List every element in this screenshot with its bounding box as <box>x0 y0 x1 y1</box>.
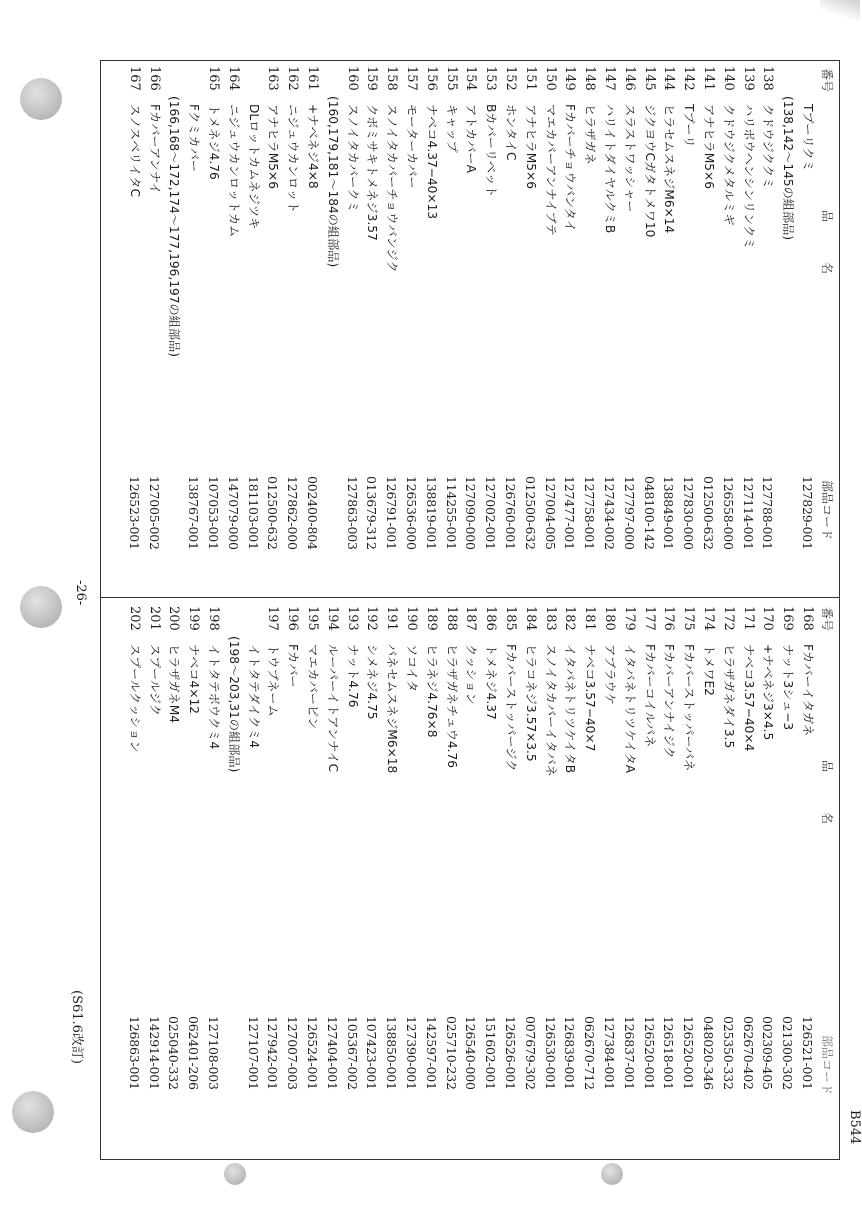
part-number: 176 <box>661 606 677 631</box>
table-row <box>720 600 737 1130</box>
part-name: ハリボウヘンシンリンクミ <box>741 104 756 250</box>
part-number: 196 <box>285 606 301 631</box>
part-code: 012500-632 <box>265 476 281 550</box>
table-row <box>542 600 559 1130</box>
part-number: 184 <box>522 606 538 631</box>
table-row <box>779 60 796 590</box>
part-name: スプールジク <box>147 644 162 716</box>
part-name: Tプーリ <box>682 104 697 148</box>
part-code: 147079-000 <box>225 476 241 550</box>
part-code: 127002-001 <box>483 476 499 550</box>
part-number: 183 <box>542 606 558 631</box>
part-code: 126530-001 <box>542 1016 558 1090</box>
part-number: 192 <box>364 606 380 631</box>
part-code: 012500-632 <box>522 476 538 550</box>
table-row <box>205 60 222 590</box>
part-number: 139 <box>740 66 756 91</box>
part-code: 126540-000 <box>463 1016 479 1090</box>
part-number: 188 <box>443 606 459 631</box>
table-row <box>165 60 182 590</box>
part-name: ナベコ3.57−40×4 <box>741 644 756 752</box>
part-name: キャップ <box>444 104 459 153</box>
part-number: 165 <box>206 66 221 91</box>
part-code: 127090-000 <box>463 476 479 550</box>
part-number: 179 <box>621 606 637 631</box>
left-header-code: 部品コード <box>820 480 834 541</box>
part-number: 175 <box>681 606 697 631</box>
part-number: 197 <box>265 606 281 631</box>
part-code: 126524-001 <box>305 1016 320 1090</box>
part-code: 025710-232 <box>443 1016 459 1090</box>
part-code: 126791-001 <box>384 476 400 550</box>
part-name: マエカバーアンナイブテ <box>543 104 558 236</box>
part-number: 163 <box>265 66 281 91</box>
part-number: 195 <box>305 606 320 631</box>
part-number: 159 <box>364 66 380 91</box>
part-code: 127797-000 <box>621 476 637 550</box>
part-number: 146 <box>621 66 637 91</box>
table-row <box>680 60 697 590</box>
table-row <box>146 60 163 590</box>
part-code: 126863-001 <box>126 1016 142 1090</box>
table-row <box>423 600 440 1130</box>
table-row <box>482 600 499 1130</box>
part-code: 062401-206 <box>186 1016 202 1090</box>
part-code: 127942-001 <box>265 1016 281 1090</box>
table-row <box>264 60 281 590</box>
part-name: Fカバーアンナイ <box>147 104 162 195</box>
part-name: ヒラザガネチュウ4.76 <box>444 644 459 769</box>
part-name: Fカバーストッパージク <box>504 644 518 772</box>
part-name: ヒラコネジ3.57×3.5 <box>523 644 538 762</box>
part-name: トメワE2 <box>702 644 716 696</box>
part-name: Fカバーチョウバンタイ <box>563 104 578 232</box>
part-number: 185 <box>503 606 518 631</box>
part-name: スノスベリイタC <box>127 104 142 197</box>
table-row <box>185 600 202 1130</box>
part-name: アナヒラM5×6 <box>702 104 716 189</box>
table-row <box>522 60 539 590</box>
part-number: 167 <box>126 66 142 91</box>
table-row <box>720 60 737 590</box>
part-number: 140 <box>720 66 736 91</box>
part-number: 199 <box>186 606 202 631</box>
part-code: 127404-001 <box>324 1016 340 1090</box>
part-number: 160 <box>344 66 360 91</box>
part-number: 172 <box>720 606 736 631</box>
part-name: アナヒラM5×6 <box>523 104 538 189</box>
part-code: 048100-142 <box>641 476 657 550</box>
part-name: イトタテダイクミ4 <box>246 644 261 749</box>
part-code: 126521-001 <box>800 1016 815 1090</box>
part-number: 177 <box>641 606 657 631</box>
table-row <box>522 600 539 1130</box>
part-code: 126518-001 <box>661 1016 677 1090</box>
table-row <box>284 600 301 1130</box>
part-code: 127477-001 <box>562 476 578 550</box>
part-number: 200 <box>166 606 182 631</box>
part-name: ハリイトダイヤルクミB <box>603 104 617 234</box>
table-row <box>225 60 242 590</box>
part-code: 127758-001 <box>582 476 598 550</box>
part-code: 062670-712 <box>582 1016 598 1090</box>
table-row <box>779 600 796 1130</box>
table-row <box>641 600 658 1130</box>
part-code: 126536-000 <box>404 476 419 550</box>
part-code: 142597-001 <box>423 1016 439 1090</box>
part-code: 138849-001 <box>661 476 677 550</box>
part-number: 189 <box>423 606 439 631</box>
page-corner-shadow <box>820 0 860 20</box>
table-row <box>126 600 143 1130</box>
table-row <box>363 60 380 590</box>
table-row <box>443 60 460 590</box>
part-number: 186 <box>483 606 499 631</box>
table-row <box>462 60 479 590</box>
part-name: スノイタカバーイタバネ <box>543 644 558 777</box>
part-code: 007679-302 <box>522 1016 538 1090</box>
part-code: 012500-632 <box>701 476 716 550</box>
rotated-parts-table-page <box>50 60 862 1160</box>
revision-note: (S61.6改訂) <box>69 990 84 1064</box>
part-name: ナベコ4×12 <box>187 644 202 715</box>
part-name: Fカバー <box>286 644 301 688</box>
table-row <box>403 600 420 1130</box>
part-code: 126839-001 <box>562 1016 578 1090</box>
part-name: スラストワッシャー <box>622 104 637 213</box>
part-name: Fカバーストッパーバネ <box>682 644 697 772</box>
part-number: 198 <box>206 606 221 631</box>
part-number: 169 <box>780 606 796 631</box>
table-row <box>304 600 321 1130</box>
part-code: 025350-332 <box>720 1016 736 1090</box>
table-row <box>165 600 182 1130</box>
part-code: 127004-005 <box>542 476 558 550</box>
part-code: 127007-003 <box>285 1016 301 1090</box>
part-name: ナット4.76 <box>345 644 360 708</box>
table-row <box>146 600 163 1130</box>
part-code: 126523-001 <box>126 476 142 550</box>
part-number: 170 <box>760 606 776 631</box>
part-number: 187 <box>463 606 479 631</box>
part-name: モーターカバー <box>405 104 419 189</box>
part-name: ナベコ3.57−40×7 <box>583 644 598 752</box>
part-number: 193 <box>344 606 360 631</box>
part-name: イタバネトリツケイタA <box>622 644 637 774</box>
document-id: B544 <box>847 1110 862 1145</box>
part-name: マエカバーピン <box>306 644 320 730</box>
part-code: 127005-002 <box>146 476 162 550</box>
table-row <box>245 600 262 1130</box>
binder-hole-bottom <box>12 1091 54 1133</box>
part-code: 127384-001 <box>602 1016 617 1090</box>
part-name: ヒラザガネダイ3.5 <box>721 644 736 749</box>
part-number: 147 <box>602 66 617 91</box>
part-name: +ナベネジ3×4.5 <box>761 644 776 741</box>
part-number: 180 <box>602 606 617 631</box>
table-row <box>324 600 341 1130</box>
part-number: 168 <box>800 606 815 631</box>
part-number: 149 <box>562 66 578 91</box>
part-number: 155 <box>443 66 459 91</box>
part-number: 190 <box>404 606 419 631</box>
part-code: 127434-002 <box>602 476 617 550</box>
part-code: 126520-001 <box>641 1016 657 1090</box>
part-code: 126526-001 <box>503 1016 518 1090</box>
part-name: ルーパーイトアンナイC <box>325 644 340 773</box>
part-name: クッション <box>464 644 479 705</box>
part-name: DLロットカムネジツキ <box>246 104 261 230</box>
table-row <box>502 600 519 1130</box>
part-name: アトカバーA <box>464 104 479 173</box>
part-code: 126558-000 <box>720 476 736 550</box>
part-number: 142 <box>681 66 697 91</box>
part-number: 194 <box>324 606 340 631</box>
part-name: アブラウケ <box>603 644 617 705</box>
part-name: (138,142〜145の組部品) <box>781 96 796 241</box>
part-name: (198〜203,31の組部品) <box>226 636 241 773</box>
part-number: 174 <box>701 606 716 631</box>
table-center-divider <box>100 597 840 598</box>
table-row <box>542 60 559 590</box>
table-row <box>660 60 677 590</box>
part-code: 048020-346 <box>701 1016 716 1090</box>
punch-hole-bottom-right <box>601 1163 623 1185</box>
table-row <box>759 600 776 1130</box>
part-name: +ナベネジ4×8 <box>306 104 320 189</box>
part-code: 127114-001 <box>740 476 756 550</box>
part-code: 127862-000 <box>285 476 301 550</box>
table-row <box>344 60 361 590</box>
part-name: イタバネトリツケイタB <box>563 644 578 774</box>
part-code: 127107-001 <box>245 1016 261 1090</box>
part-code: 138850-001 <box>384 1016 400 1090</box>
right-header-code: 部品コード <box>820 1035 834 1096</box>
table-row <box>561 600 578 1130</box>
part-number: 166 <box>146 66 162 91</box>
table-row <box>759 60 776 590</box>
part-code: 107423-001 <box>364 1016 380 1090</box>
part-code: 114255-001 <box>443 476 459 550</box>
part-name: ヒラザガネ <box>583 104 598 165</box>
table-row <box>700 60 717 590</box>
table-row <box>621 600 638 1130</box>
part-name: Fカバーコイルバネ <box>642 644 657 748</box>
table-row <box>799 60 816 590</box>
part-name: Bカバーリベット <box>484 104 499 198</box>
part-name: トメネジ4.76 <box>207 104 221 180</box>
part-name: イトタテボウクミ4 <box>207 644 221 750</box>
part-number: 154 <box>463 66 479 91</box>
part-code: 127108-003 <box>206 1016 221 1090</box>
part-code: 002309-405 <box>760 1016 776 1090</box>
part-name: (166,168〜172,174〜177,196,197の組部品) <box>167 96 182 357</box>
part-code: 138767-001 <box>186 476 202 550</box>
part-code: 002400-804 <box>305 476 320 550</box>
table-row <box>363 600 380 1130</box>
part-code: 127788-001 <box>760 476 776 550</box>
part-name: ジクヨウCガタトメワ10 <box>642 104 657 238</box>
table-row <box>799 600 816 1130</box>
table-row <box>126 60 143 590</box>
part-number: 202 <box>126 606 142 631</box>
table-row <box>185 60 202 590</box>
part-number: 162 <box>285 66 301 91</box>
punch-hole-bottom-left <box>224 1163 246 1185</box>
part-name: Fカバーイタガネ <box>801 644 815 737</box>
part-number: 141 <box>701 66 716 91</box>
table-row <box>284 60 301 590</box>
part-number: 150 <box>542 66 558 91</box>
part-code: 013679-312 <box>364 476 380 550</box>
part-name: シメネジ4.75 <box>365 644 380 720</box>
part-name: スノイタカバークミ <box>345 104 360 213</box>
part-name: ヒラセムスネジM6×14 <box>662 104 677 234</box>
part-name: トメネジ4.37 <box>484 644 499 720</box>
part-code: 126760-001 <box>503 476 518 550</box>
table-row <box>660 600 677 1130</box>
part-number: 158 <box>384 66 400 91</box>
part-name: クドウジクメタルミギ <box>721 104 736 226</box>
part-number: 201 <box>146 606 162 631</box>
part-code: 138819-001 <box>423 476 439 550</box>
part-name: スノイタカバーチョウバンジク <box>385 104 400 273</box>
part-code: 127863-003 <box>344 476 360 550</box>
part-name: ソコイタ <box>405 644 419 693</box>
table-row <box>383 60 400 590</box>
table-row <box>462 600 479 1130</box>
table-row <box>561 60 578 590</box>
table-row <box>641 60 658 590</box>
table-row <box>344 600 361 1130</box>
page-number: -26- <box>73 580 88 606</box>
part-name: ホンタイC <box>504 104 518 161</box>
left-header-number: 番号 <box>820 68 834 93</box>
part-name: Fクミカバー <box>187 104 202 172</box>
part-number: 164 <box>225 66 241 91</box>
part-code: 127390-001 <box>404 1016 419 1090</box>
part-name: ヒラザガネM4 <box>167 644 182 723</box>
part-code: 142914-001 <box>146 1016 162 1090</box>
part-code: 105367-002 <box>344 1016 360 1090</box>
part-name: ナット3シュ−3 <box>781 644 796 731</box>
part-name: ニジュウカンロット <box>286 104 301 214</box>
table-row <box>740 600 757 1130</box>
part-name: (160,179,181〜184の組部品) <box>325 96 340 268</box>
part-name: ヒラネジ4.76×8 <box>424 644 439 738</box>
right-header-number: 番号 <box>820 607 834 632</box>
part-name: クドウジククミ <box>761 104 776 190</box>
table-row <box>443 600 460 1130</box>
part-code: 107053-001 <box>206 476 221 550</box>
part-number: 181 <box>582 606 598 631</box>
part-number: 191 <box>384 606 400 631</box>
table-row <box>581 60 598 590</box>
part-name: ニジュウカンロットカム <box>226 104 241 238</box>
table-row <box>264 600 281 1130</box>
part-code: 126837-001 <box>621 1016 637 1090</box>
table-row <box>601 600 618 1130</box>
table-row <box>482 60 499 590</box>
part-number: 157 <box>404 66 419 91</box>
part-name: トウブネーム <box>266 644 281 717</box>
left-header-name: 品名 <box>820 210 834 315</box>
part-number: 182 <box>562 606 578 631</box>
table-row <box>740 60 757 590</box>
part-name: バネセムスネジM6×18 <box>385 644 400 774</box>
part-name: Tプーリクミ <box>801 104 815 172</box>
part-code: 062670-402 <box>740 1016 756 1090</box>
part-number: 144 <box>661 66 677 91</box>
part-number: 156 <box>423 66 439 91</box>
part-code: 127829-001 <box>800 476 815 550</box>
part-code: 126520-001 <box>681 1016 697 1090</box>
part-name: クボミサキトメネジ3.57 <box>365 104 380 241</box>
part-name: スプールクッション <box>127 644 142 753</box>
table-row <box>423 60 440 590</box>
part-number: 151 <box>522 66 538 91</box>
table-row <box>601 60 618 590</box>
table-row <box>245 60 262 590</box>
table-row <box>403 60 420 590</box>
part-number: 138 <box>760 66 776 91</box>
table-row <box>581 600 598 1130</box>
part-number: 145 <box>641 66 657 91</box>
part-number: 161 <box>305 66 320 91</box>
part-number: 148 <box>582 66 598 91</box>
part-code: 127830-000 <box>681 476 697 550</box>
table-row <box>502 60 519 590</box>
table-row <box>383 600 400 1130</box>
table-row <box>324 60 341 590</box>
table-row <box>205 600 222 1130</box>
part-code: 021300-302 <box>780 1016 796 1090</box>
table-row <box>621 60 638 590</box>
part-number: 171 <box>740 606 756 631</box>
part-number: 153 <box>483 66 499 91</box>
table-row <box>680 600 697 1130</box>
part-code: 181103-001 <box>245 476 261 550</box>
table-row <box>700 600 717 1130</box>
table-row <box>304 60 321 590</box>
part-name: Fカバーアンナイジク <box>662 644 677 759</box>
part-code: 025040-332 <box>166 1016 182 1090</box>
table-row <box>225 600 242 1130</box>
part-code: 151602-001 <box>483 1016 499 1090</box>
right-header-name: 品名 <box>820 760 834 865</box>
part-name: アナヒラM5×6 <box>266 104 281 189</box>
part-name: ナベコ4.37−40×13 <box>424 104 439 220</box>
part-number: 152 <box>503 66 518 91</box>
